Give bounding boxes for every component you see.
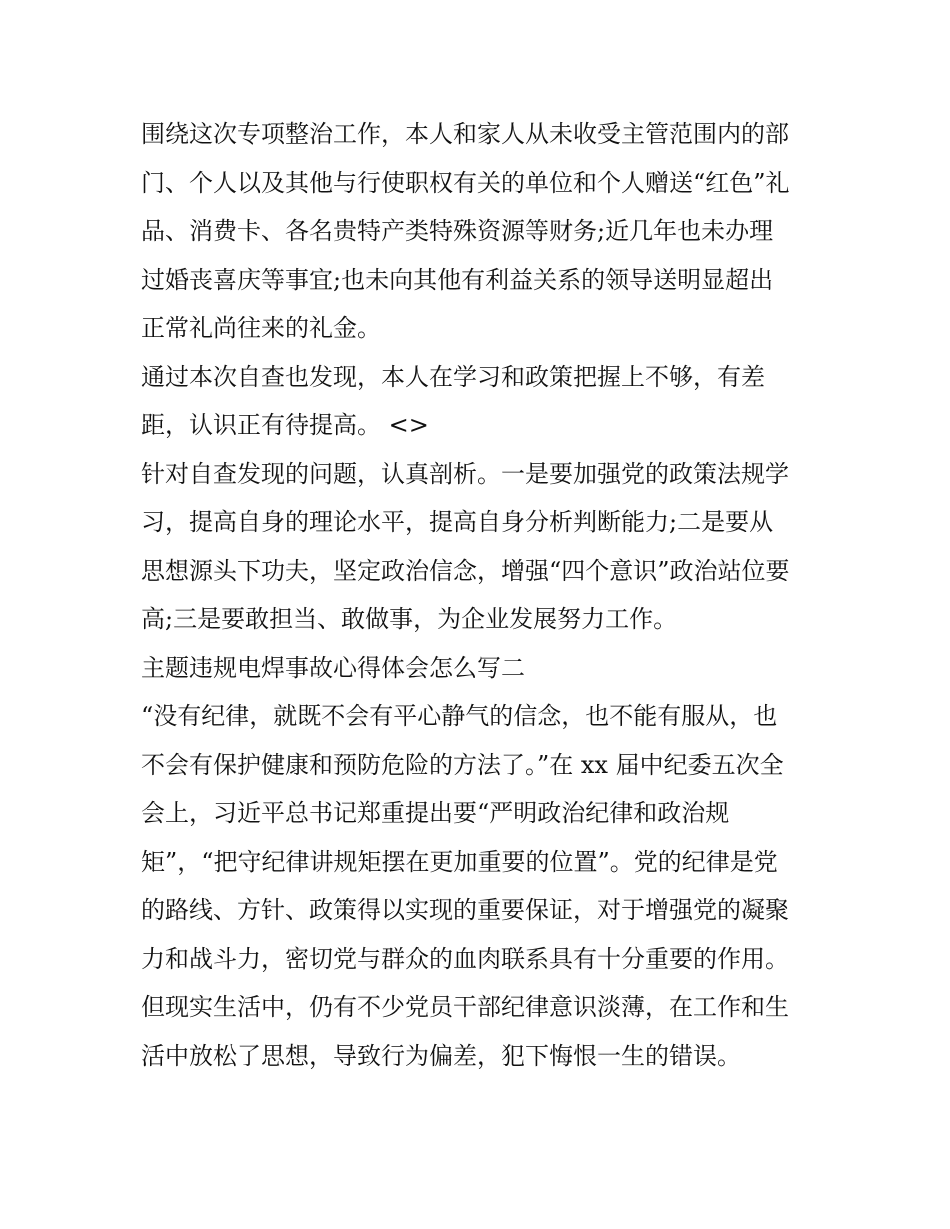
paragraph-self-check — [141, 353, 816, 450]
text-line: 高;三是要敢担当、敢做事，为企业发展努力工作。 — [141, 605, 678, 633]
text-line: 不会有保护健康和预防危险的方法了。”在 xx 届中纪委五次全 — [141, 750, 784, 779]
text-line: 针对自查发现的问题，认真剖析。一是要加强党的政策法规学 — [141, 459, 789, 488]
paragraph-gift-statement — [141, 110, 816, 353]
text-line: “没有纪律，就既不会有平心静气的信念，也不能有服从，也 — [141, 702, 778, 730]
heading-line: 主题违规电焊事故心得体会怎么写二 — [141, 653, 525, 682]
document-body — [141, 110, 816, 1080]
text-line: 但现实生活中，仍有不少党员干部纪律意识淡薄，在工作和生 — [141, 993, 789, 1021]
paragraph-discipline — [141, 692, 816, 1080]
text-line: 思想源头下功夫，坚定政治信念，增强“四个意识”政治站位要 — [141, 556, 790, 585]
section-heading — [141, 644, 816, 693]
text-line: 力和战斗力，密切党与群众的血肉联系具有十分重要的作用。 — [141, 944, 789, 973]
text-line: 围绕这次专项整治工作，本人和家人从未收受主管范围内的部 — [141, 120, 789, 148]
text-line: 习，提高自身的理论水平，提高自身分析判断能力;二是要从 — [141, 508, 774, 536]
text-line: 的路线、方针、政策得以实现的重要保证，对于增强党的凝聚 — [141, 896, 789, 924]
text-line: 正常礼尚往来的礼金。 — [141, 314, 381, 342]
text-line: 活中放松了思想，导致行为偏差，犯下悔恨一生的错误。 — [141, 1041, 741, 1070]
text-line: 会上，习近平总书记郑重提出要“严明政治纪律和政治规 — [141, 799, 730, 827]
text-line: 矩”，“把守纪律讲规矩摆在更加重要的位置”。党的纪律是党 — [141, 847, 778, 876]
text-line: 距，认识正有待提高。 <> — [141, 411, 429, 439]
text-line: 过婚丧喜庆等事宜;也未向其他有利益关系的领导送明显超出 — [141, 265, 774, 294]
text-line: 门、个人以及其他与行使职权有关的单位和个人赠送“红色”礼 — [141, 168, 790, 197]
paragraph-analysis — [141, 450, 816, 644]
text-line: 通过本次自查也发现，本人在学习和政策把握上不够，有差 — [141, 362, 765, 391]
text-line: 品、消费卡、各名贵特产类特殊资源等财务;近几年也未办理 — [141, 217, 774, 245]
